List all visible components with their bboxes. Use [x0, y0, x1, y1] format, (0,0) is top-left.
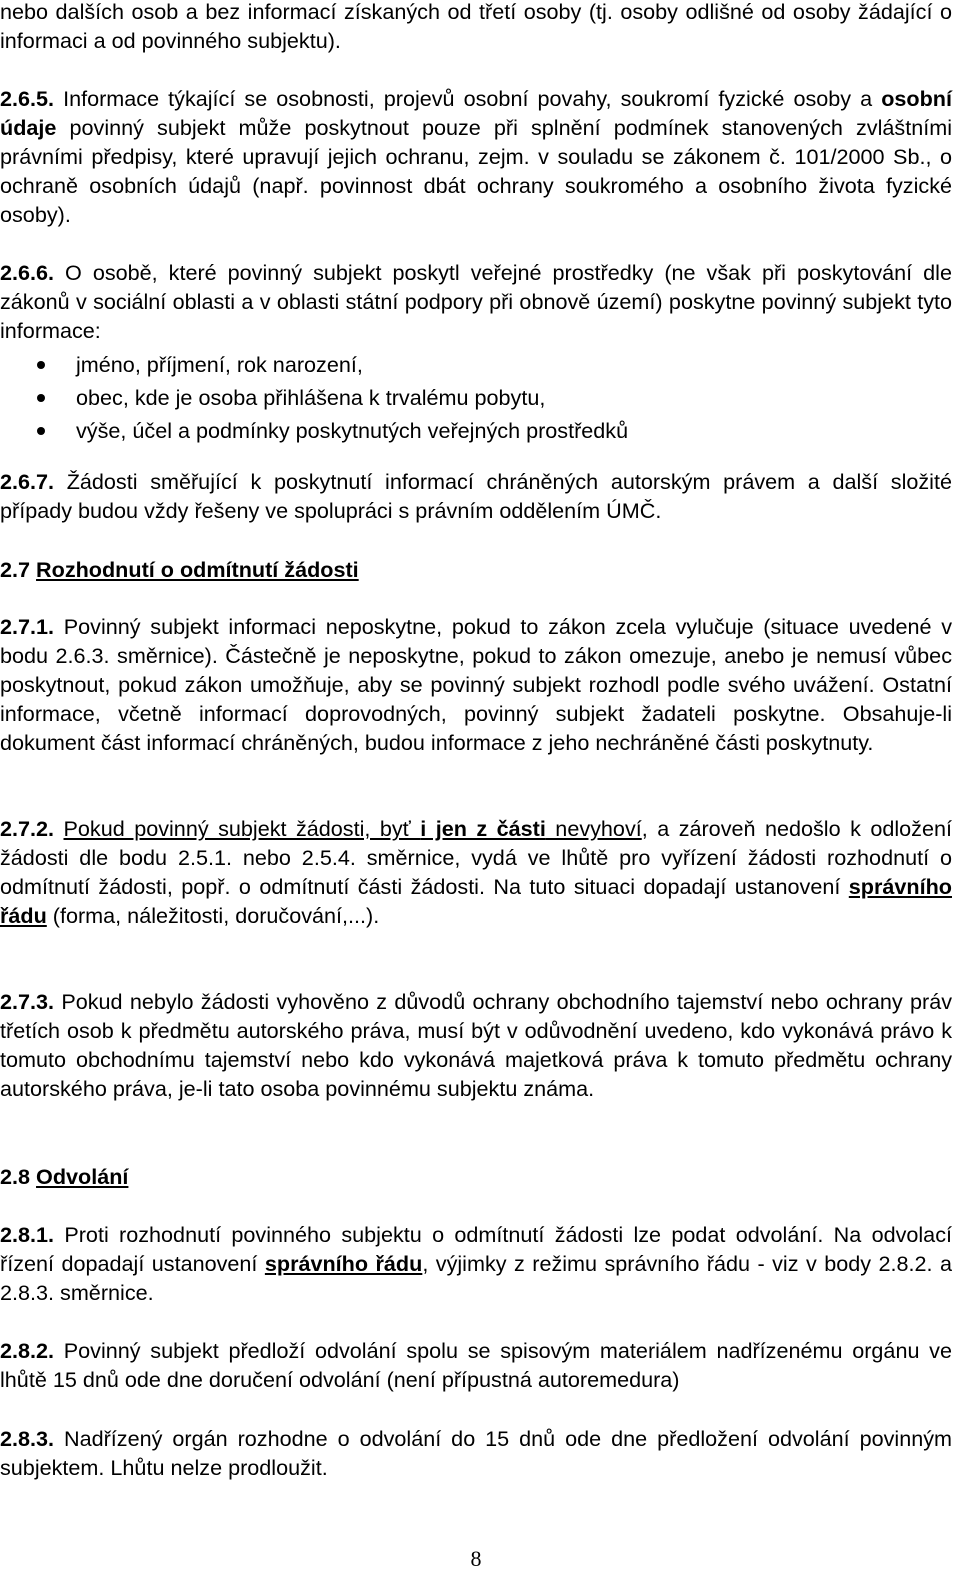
- section-number: 2.7.1.: [0, 614, 55, 639]
- list-item: [0, 350, 952, 383]
- paragraph-text: povinný subjekt může poskytnout pouze při splnění podmínek stanovených zvláštními právními předpisy, které upravují jejich ochranu, zejm. v souladu se zákonem č. 101/2000 Sb., o ochraně osobních údajů (např. povinnost dbát ochrany soukromého a osobního života fyzické osoby).: [0, 115, 952, 227]
- paragraph-continuation: [0, 0, 952, 55]
- section-number: 2.7.3.: [0, 989, 55, 1014]
- paragraph-text: O osobě, které povinný subjekt poskytl veřejné prostředky (ne však při poskytování dle zákonů v sociální oblasti a v oblasti státní podpory při obnově území) poskytne povinný subjekt tyto informace:: [0, 260, 952, 343]
- section-2-8-2: [0, 1336, 952, 1394]
- section-number: 2.8.3.: [0, 1426, 55, 1451]
- paragraph-text: Proti rozhodnutí povinného subjektu o odmítnutí žádosti lze podat odvolání. Na odvolací řízení dopadají ustanovení: [0, 1222, 952, 1276]
- paragraph-text: Povinný subjekt informaci neposkytne, pokud to zákon zcela vylučuje (situace uvedené v bodu 2.6.3. směrnice). Částečně je neposkytne, pokud to zákon omezuje, anebo je nemusí vůbec poskytnout, pokud zákon umožňuje, aby se povinný subjekt rozhodl podle svého uvážení. Ostatní informace, včetně informací doprovodných, povinný subjekt žadateli poskytne. Obsahuje-li dokument část informací chráněných, budou informace z jeho nechráněné části poskytnuty.: [0, 614, 952, 755]
- section-2-8-1: [0, 1220, 952, 1307]
- heading-title: Rozhodnutí o odmítnutí žádosti: [36, 557, 359, 582]
- paragraph-text: (forma, náležitosti, doručování,...).: [46, 903, 380, 928]
- paragraph-text: , výjimky z režimu správního řádu - viz v body 2.8.2. a 2.8.3. směrnice.: [0, 1251, 952, 1305]
- paragraph-text: Nadřízený orgán rozhodne o odvolání do 15 dnů ode dne předložení odvolání povinným subjektem. Lhůtu nelze prodloužit.: [0, 1426, 952, 1480]
- section-number: 2.6.6.: [0, 260, 55, 285]
- section-2-6-7: [0, 467, 952, 525]
- heading-2-8: [0, 1162, 128, 1191]
- bold-term: správního řádu: [0, 874, 952, 928]
- section-number: 2.7.2.: [0, 816, 55, 841]
- section-2-7-2: [0, 814, 952, 930]
- section-2-6-5: [0, 84, 952, 229]
- section-2-6-6: [0, 258, 952, 345]
- section-2-8-3: [0, 1424, 952, 1482]
- heading-number: 2.8: [0, 1164, 31, 1189]
- section-number: 2.8.1.: [0, 1222, 55, 1247]
- section-number: 2.8.2.: [0, 1338, 55, 1363]
- bullet-list: [0, 350, 952, 449]
- paragraph-text: Pokud nebylo žádosti vyhověno z důvodů ochrany obchodního tajemství nebo ochrany práv třetích osob k předmětu autorského práva, musí být v odůvodnění uvedeno, kdo vykonává právo k tomuto obchodnímu tajemství nebo kdo vykonává majetková práva k tomuto předmětu ochrany autorského práva, je-li tato osoba povinnému subjektu známa.: [0, 989, 952, 1101]
- heading-2-7: [0, 555, 359, 584]
- paragraph-text: nebo dalších osob a bez informací získaných od třetí osoby (tj. osoby odlišné od osoby žádající o informaci a od povinného subjektu).: [0, 0, 952, 53]
- underlined-text: Pokud povinný subjekt žádosti, byť: [63, 816, 421, 841]
- paragraph-text: Informace týkající se osobnosti, projevů osobní povahy, soukromí fyzické osoby a: [54, 86, 882, 111]
- bullet-icon: [37, 394, 45, 402]
- heading-title: Odvolání: [36, 1164, 129, 1189]
- paragraph-text: Žádosti směřující k poskytnutí informací chráněných autorským právem a další složité případy budou vždy řešeny ve spolupráci s právním oddělením ÚMČ.: [0, 469, 952, 523]
- paragraph-text: Povinný subjekt předloží odvolání spolu se spisovým materiálem nadřízenému orgánu ve lhůtě 15 dnů ode dne doručení odvolání (není přípustná autoremedura): [0, 1338, 952, 1392]
- underlined-text: nevyhoví: [545, 816, 642, 841]
- section-2-7-3: [0, 987, 952, 1103]
- bullet-icon: [37, 361, 45, 369]
- list-item-text: jméno, příjmení, rok narození,: [76, 352, 363, 377]
- list-item-text: obec, kde je osoba přihlášena k trvalému pobytu,: [76, 385, 546, 410]
- paragraph-text: , a zároveň nedošlo k odložení žádosti dle bodu 2.5.1. nebo 2.5.4. směrnice, vydá ve lhůtě pro vyřízení žádosti rozhodnutí o odmítnutí žádosti, popř. o odmítnutí části žádosti. Na tuto situaci dopadají ustanovení: [0, 816, 952, 899]
- section-number: 2.6.7.: [0, 469, 55, 494]
- list-item: [0, 383, 952, 416]
- bold-term: správního řádu: [264, 1251, 423, 1276]
- list-item-text: výše, účel a podmínky poskytnutých veřejných prostředků: [76, 418, 629, 443]
- bold-term: osobní údaje: [0, 86, 952, 140]
- section-2-7-1: [0, 612, 952, 757]
- section-number: 2.6.5.: [0, 86, 55, 111]
- page-number: 8: [470, 1546, 482, 1571]
- list-item: [0, 416, 952, 449]
- bullet-icon: [37, 427, 45, 435]
- bold-underlined-text: i jen z části: [420, 816, 546, 841]
- heading-number: 2.7: [0, 557, 31, 582]
